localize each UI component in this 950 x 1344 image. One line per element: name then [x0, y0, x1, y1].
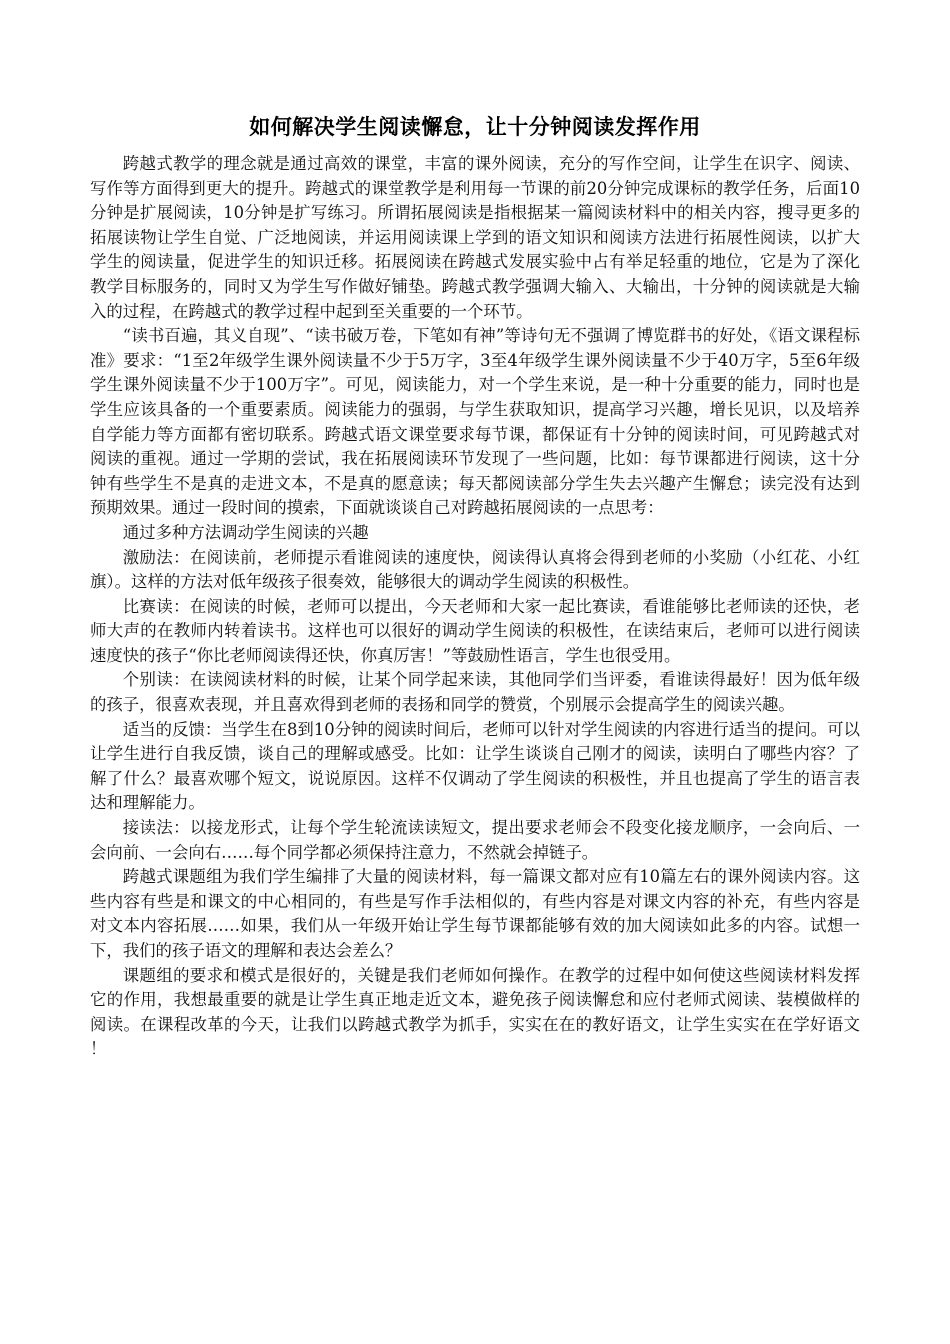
paragraph-feedback: 适当的反馈：当学生在8到10分钟的阅读时间后，老师可以针对学生阅读的内容进行适当的提问。可以让学生进行自我反馈，谈自己的理解或感受。比如：让学生谈谈自己刚才的阅读，读明白了哪些内容？了解了什么？最喜欢哪个短文，说说原因。这样不仅调动了学生阅读的积极性，并且也提高了学生的语言表达和理解能力。 — [90, 719, 860, 813]
paragraph-reading-materials: 跨越式课题组为我们学生编排了大量的阅读材料，每一篇课文都对应有10篇左右的课外阅读内容。这些内容有些是和课文的中心相同的，有些是写作手法相似的，有些内容是对课文内容的补充，有些内容是对文本内容拓展……如果，我们从一年级开始让学生每节课都能够有效的加大阅读如此多的内容。试想一下，我们的孩子语文的理解和表达会差么？ — [90, 867, 860, 960]
section-heading: 通过多种方法调动学生阅读的兴趣 — [122, 522, 369, 542]
paragraph-relay-reading: 接读法：以接龙形式，让每个学生轮流读读短文，提出要求老师会不段变化接龙顺序，一会向后、一会向前、一会向右……每个同学都必须保持注意力，不然就会掉链子。 — [90, 818, 860, 862]
paragraph-conclusion: 课题组的要求和模式是很好的，关键是我们老师如何操作。在教学的过程中如何使这些阅读材料发挥它的作用，我想最重要的就是让学生真正地走近文本，避免孩子阅读懈怠和应付老师式阅读、装模做样的阅读。在课程改革的今天，让我们以跨越式教学为抓手，实实在在的教好语文，让学生实实在在学好语文！ — [90, 965, 860, 1059]
paragraph-incentive-method: 激励法：在阅读前，老师提示看谁阅读的速度快，阅读得认真将会得到老师的小奖励（小红花、小红旗）。这样的方法对低年级孩子很奏效，能够很大的调动学生阅读的积极性。 — [90, 547, 860, 592]
document-title: 如何解决学生阅读懈怠，让十分钟阅读发挥作用 — [249, 115, 701, 139]
paragraph-competition-reading: 比赛读：在阅读的时候，老师可以提出，今天老师和大家一起比赛读，看谁能够比老师读的还快，老师大声的在教师内转着读书。这样也可以很好的调动学生阅读的积极性，在读结束后，老师可以进行阅读速度快的孩子“你比老师阅读得还快，你真厉害！”等鼓励性语言，学生也很受用。 — [90, 596, 860, 665]
document-body — [90, 152, 860, 1062]
paragraph-intro: 跨越式教学的理念就是通过高效的课堂，丰富的课外阅读，充分的写作空间，让学生在识字、阅读、写作等方面得到更大的提升。跨越式的课堂教学是利用每一节课的前20分钟完成课标的教学任务，后面10分钟是扩展阅读，10分钟是扩写练习。所谓拓展阅读是指根据某一篇阅读材料中的相关内容，搜寻更多的拓展读物让学生自觉、广泛地阅读，并运用阅读课上学到的语文知识和阅读方法进行拓展性阅读，以扩大学生的阅读量，促进学生的知识迁移。拓展阅读在跨越式发展实验中占有举足轻重的地位，它是为了深化教学目标服务的，同时又为学生写作做好铺垫。跨越式教学强调大输入、大输出，十分钟的阅读就是大输入的过程，在跨越式的教学过程中起到至关重要的一个环节。 — [90, 154, 860, 321]
paragraph-reading-importance: “读书百遍，其义自现”、“读书破万卷，下笔如有神”等诗句无不强调了博览群书的好处，《语文课程标准》要求：“1至2年级学生课外阅读量不少于5万字，3至4年级学生课外阅读量不少于40万字，5至6年级学生课外阅读量不少于100万字”。可见，阅读能力，对一个学生来说，是一种十分重要的能力，同时也是学生应该具备的一个重要素质。阅读能力的强弱，与学生获取知识，提高学习兴趣，增长见识，以及培养自学能力等方面都有密切联系。跨越式语文课堂要求每节课，都保证有十分钟的阅读时间，可见跨越式对阅读的重视。通过一学期的尝试，我在拓展阅读环节发现了一些问题，比如：每节课都进行阅读，这十分钟有些学生不是真的走进文本，不是真的愿意读；每天都阅读部分学生失去兴趣产生懈怠；读完没有达到预期效果。通过一段时间的摸索，下面就谈谈自己对跨越拓展阅读的一点思考： — [90, 326, 860, 518]
paragraph-individual-reading: 个别读：在读阅读材料的时候，让某个同学起来读，其他同学们当评委，看谁读得最好！因为低年级的孩子，很喜欢表现，并且喜欢得到老师的表扬和同学的赞赏，个别展示会提高学生的阅读兴趣。 — [90, 670, 860, 715]
